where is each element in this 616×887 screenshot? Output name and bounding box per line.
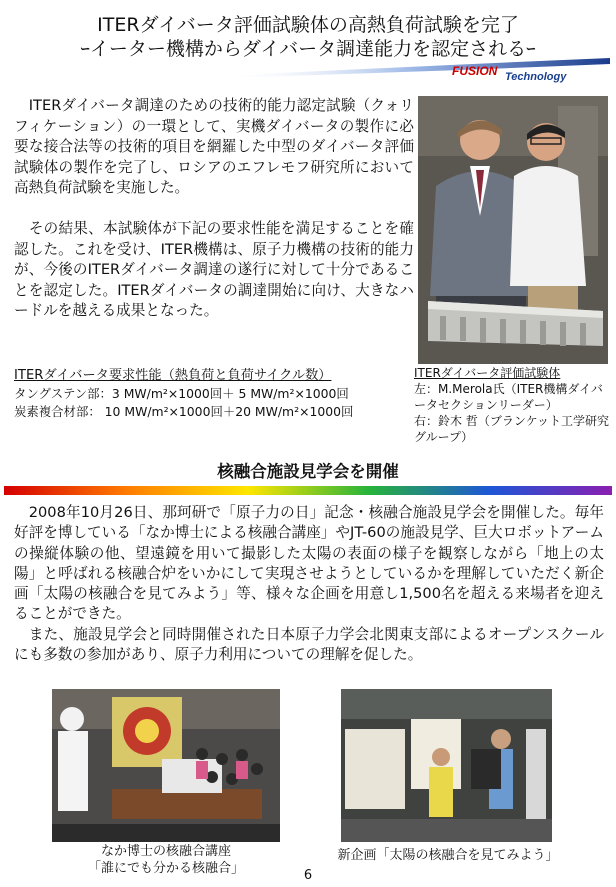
tour-paragraph-2: また、施設見学会と同時開催された日本原子力学会北関東支部によるオープンスクールにも多数の参加があり、原子力利用についての理解を促した。	[14, 625, 604, 664]
caption-right-person: 右：鈴木 哲（ブランケット工学研究グループ）	[414, 414, 609, 444]
spec-heading: ITERダイバータ要求性能（熱負荷と負荷サイクル数）	[14, 368, 332, 383]
sun-exhibit-photo	[341, 689, 552, 842]
logo-technology-text: Technology	[505, 71, 567, 83]
tour-paragraph-1: 2008年10月26日、那珂研で「原子力の日」記念・核融合施設見学会を開催した。毎年好評を博している「なか博士による核融合講座」やJT-60の施設見学、巨大ロボットアームの操縦体験の他、望遠鏡を用いて撮影した太陽の表面の様子を観察しながら「地上の太陽」と呼ばれる核融合炉をいかにして実現させようとしているかを理解していただく新企画「太陽の核融合を見てみよう」等、様々な企画を用意し1,500名を超える来場者を迎えることができた。	[14, 504, 604, 623]
spec-tungsten: タングステン部：3 MW/m²×1000回＋ 5 MW/m²×1000回	[14, 386, 349, 401]
page-subtitle: ｰイーター機構からダイバータ調達能力を認定されるｰ	[80, 38, 536, 60]
iter-paragraph-1: ITERダイバータ調達のための技術的能力認定試験（クォリフィケーション）の一環として、実機ダイバータの製作に必要な接合法等の技術的項目を網羅した中型のダイバータ評価試験体の製作を完了し、ロシアのエフレモフ研究所において高熱負荷試験を実施した。	[14, 97, 414, 196]
caption-left-person: 左：M.Merola氏（ITER機構ダイバータセクションリーダー）	[414, 382, 603, 412]
page-number: 6	[303, 868, 313, 883]
tour-paragraphs	[14, 503, 604, 665]
iter-divertor-photo	[418, 96, 608, 364]
lecture-caption-line1: なか博士の核融合講座	[100, 844, 231, 859]
sun-exhibit-caption: 新企画「太陽の核融合を見てみよう」	[337, 848, 559, 863]
iter-paragraph-2: その結果、本試験体が下記の要求性能を満足することを確認した。これを受け、ITER機構は、原子力機構の技術的能力が、今後のITERダイバータ調達の遂行に対して十分であることを認定した。ITERダイバータの調達開始に向け、大きなハードルを越える成果となった。	[14, 220, 414, 319]
caption-title: ITERダイバータ評価試験体	[414, 366, 561, 380]
lecture-caption-line2: 「誰にでも分かる核融合」	[87, 861, 244, 876]
lecture-photo	[52, 689, 280, 842]
iter-photo-caption	[414, 365, 614, 445]
spec-carbon: 炭素複合材部： 10 MW/m²×1000回＋20 MW/m²×1000回	[14, 404, 354, 419]
rainbow-divider	[4, 486, 612, 495]
page-title: ITERダイバータ評価試験体の高熱負荷試験を完了	[97, 14, 519, 36]
logo-fusion-text: FUSION	[452, 64, 498, 78]
section-heading-tour: 核融合施設見学会を開催	[217, 462, 399, 481]
